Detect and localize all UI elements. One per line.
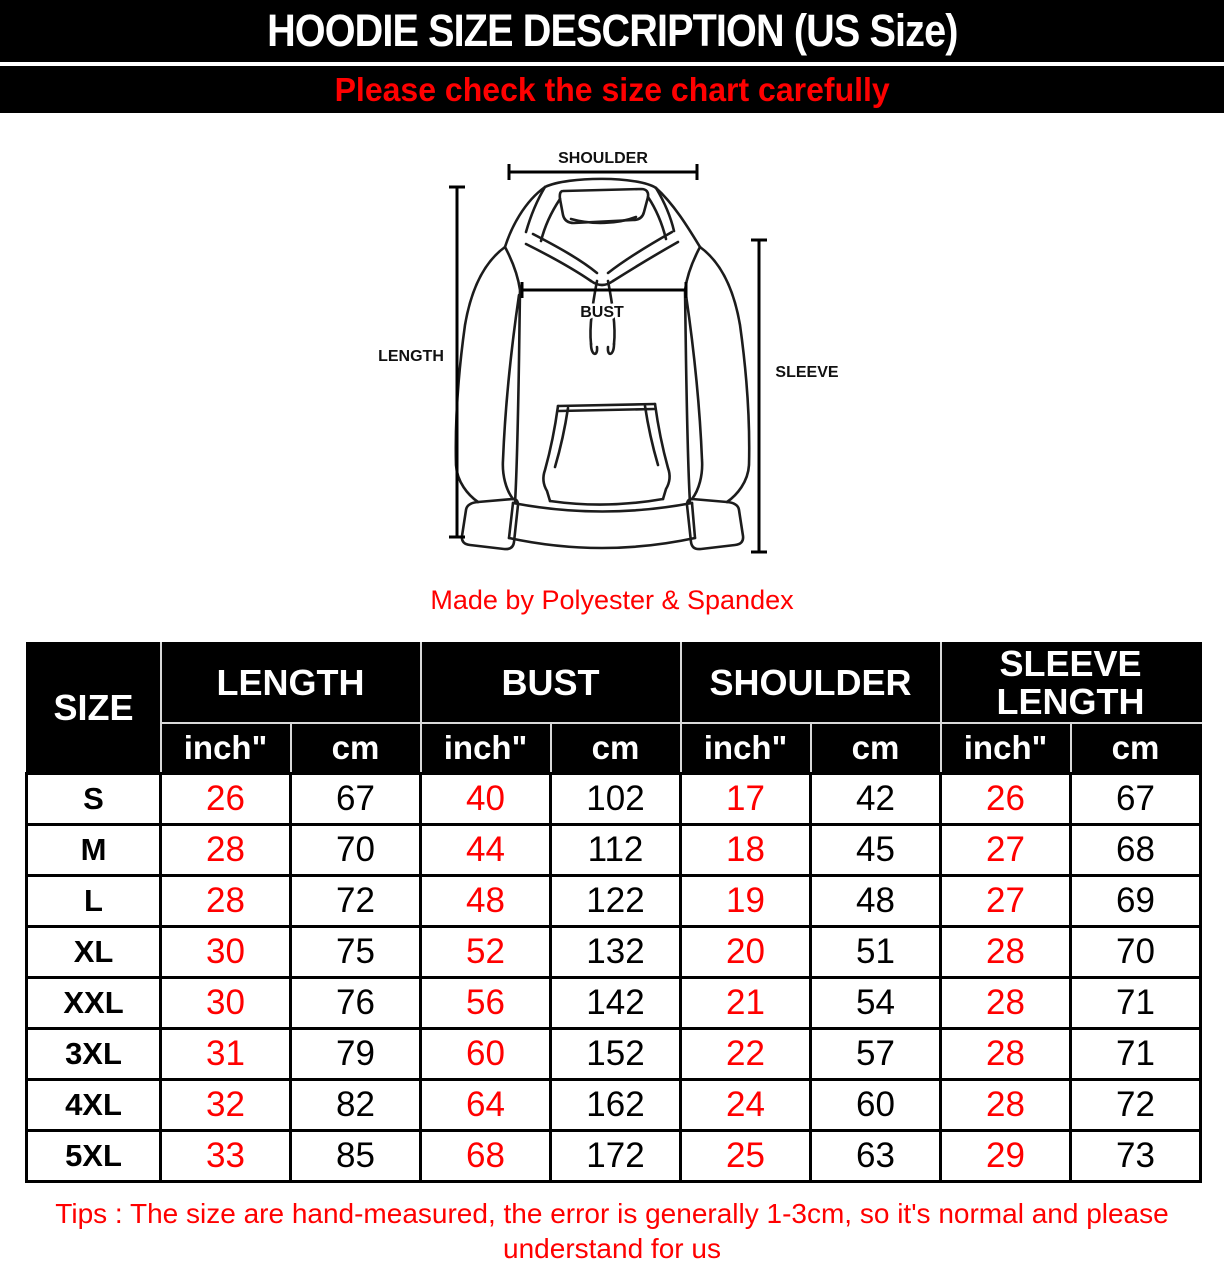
shoulder-inch-cell: 19 bbox=[681, 876, 811, 927]
bust-cm-cell: 172 bbox=[551, 1131, 681, 1182]
size-table-body bbox=[27, 774, 1201, 1182]
shoulder-inch-cell: 18 bbox=[681, 825, 811, 876]
size-label-cell: 3XL bbox=[27, 1029, 161, 1080]
length-cm-cell: 82 bbox=[291, 1080, 421, 1131]
size-label-cell: L bbox=[27, 876, 161, 927]
size-label-cell: XL bbox=[27, 927, 161, 978]
length-cm-cell: 79 bbox=[291, 1029, 421, 1080]
bust-inch-cell: 40 bbox=[421, 774, 551, 825]
length-inch-cell: 26 bbox=[161, 774, 291, 825]
unit-header-length-inch: inch" bbox=[161, 723, 291, 774]
bust-cm-cell: 122 bbox=[551, 876, 681, 927]
unit-header-sleeve-cm: cm bbox=[1071, 723, 1201, 774]
sleeve-cm-cell: 69 bbox=[1071, 876, 1201, 927]
bust-inch-cell: 60 bbox=[421, 1029, 551, 1080]
subtitle-text: Please check the size chart carefully bbox=[334, 70, 890, 108]
sleeve-inch-cell: 28 bbox=[941, 978, 1071, 1029]
length-inch-cell: 30 bbox=[161, 978, 291, 1029]
sleeve-inch-cell: 27 bbox=[941, 825, 1071, 876]
sleeve-inch-cell: 28 bbox=[941, 1029, 1071, 1080]
length-cm-cell: 70 bbox=[291, 825, 421, 876]
sleeve-inch-cell: 26 bbox=[941, 774, 1071, 825]
shoulder-inch-cell: 20 bbox=[681, 927, 811, 978]
length-cm-cell: 75 bbox=[291, 927, 421, 978]
col-header-size: SIZE bbox=[27, 643, 161, 774]
shoulder-cm-cell: 54 bbox=[811, 978, 941, 1029]
unit-header-bust-inch: inch" bbox=[421, 723, 551, 774]
size-label-cell: XXL bbox=[27, 978, 161, 1029]
shoulder-inch-cell: 17 bbox=[681, 774, 811, 825]
sleeve-cm-cell: 68 bbox=[1071, 825, 1201, 876]
table-row bbox=[27, 1029, 1201, 1080]
sleeve-cm-cell: 73 bbox=[1071, 1131, 1201, 1182]
size-table-header bbox=[27, 643, 1201, 774]
size-label-cell: 4XL bbox=[27, 1080, 161, 1131]
bust-cm-cell: 152 bbox=[551, 1029, 681, 1080]
length-cm-cell: 72 bbox=[291, 876, 421, 927]
title-bar bbox=[0, 0, 1224, 62]
tips-text bbox=[0, 1196, 1224, 1266]
unit-header-length-cm: cm bbox=[291, 723, 421, 774]
shoulder-cm-cell: 57 bbox=[811, 1029, 941, 1080]
tips-line-1: Tips : The size are hand-measured, the error is generally 1-3cm, so it's normal and please bbox=[55, 1198, 1169, 1229]
length-cm-cell: 67 bbox=[291, 774, 421, 825]
sleeve-cm-cell: 67 bbox=[1071, 774, 1201, 825]
bust-cm-cell: 112 bbox=[551, 825, 681, 876]
sleeve-inch-cell: 28 bbox=[941, 927, 1071, 978]
shoulder-inch-cell: 24 bbox=[681, 1080, 811, 1131]
unit-header-bust-cm: cm bbox=[551, 723, 681, 774]
table-row bbox=[27, 825, 1201, 876]
bust-cm-cell: 142 bbox=[551, 978, 681, 1029]
bust-cm-cell: 132 bbox=[551, 927, 681, 978]
shoulder-cm-cell: 63 bbox=[811, 1131, 941, 1182]
size-label-cell: M bbox=[27, 825, 161, 876]
sleeve-measure-line bbox=[751, 240, 767, 552]
shoulder-inch-cell: 25 bbox=[681, 1131, 811, 1182]
shoulder-inch-cell: 21 bbox=[681, 978, 811, 1029]
sleeve-inch-cell: 28 bbox=[941, 1080, 1071, 1131]
tips-line-2: understand for us bbox=[503, 1233, 721, 1264]
bust-inch-cell: 56 bbox=[421, 978, 551, 1029]
table-row bbox=[27, 927, 1201, 978]
bust-inch-cell: 44 bbox=[421, 825, 551, 876]
length-inch-cell: 33 bbox=[161, 1131, 291, 1182]
table-row bbox=[27, 876, 1201, 927]
sleeve-inch-cell: 29 bbox=[941, 1131, 1071, 1182]
size-table bbox=[25, 642, 1202, 1183]
page-title: HOODIE SIZE DESCRIPTION (US Size) bbox=[266, 5, 958, 56]
hoodie-diagram bbox=[0, 130, 1224, 585]
made-by-caption: Made by Polyester & Spandex bbox=[430, 585, 794, 615]
length-inch-cell: 31 bbox=[161, 1029, 291, 1080]
table-row bbox=[27, 978, 1201, 1029]
shoulder-cm-cell: 60 bbox=[811, 1080, 941, 1131]
length-inch-cell: 28 bbox=[161, 825, 291, 876]
size-label-cell: 5XL bbox=[27, 1131, 161, 1182]
table-row bbox=[27, 1131, 1201, 1182]
shoulder-cm-cell: 45 bbox=[811, 825, 941, 876]
table-row bbox=[27, 1080, 1201, 1131]
unit-header-sleeve-inch: inch" bbox=[941, 723, 1071, 774]
length-cm-cell: 76 bbox=[291, 978, 421, 1029]
shoulder-cm-cell: 48 bbox=[811, 876, 941, 927]
size-label-cell: S bbox=[27, 774, 161, 825]
shoulder-cm-cell: 42 bbox=[811, 774, 941, 825]
length-inch-cell: 32 bbox=[161, 1080, 291, 1131]
bust-inch-cell: 64 bbox=[421, 1080, 551, 1131]
col-header-shoulder: SHOULDER bbox=[681, 643, 941, 723]
hoodie-outline bbox=[456, 179, 749, 549]
col-header-bust: BUST bbox=[421, 643, 681, 723]
bust-cm-cell: 102 bbox=[551, 774, 681, 825]
shoulder-label: SHOULDER bbox=[558, 150, 648, 167]
table-row bbox=[27, 774, 1201, 825]
length-inch-cell: 28 bbox=[161, 876, 291, 927]
subtitle-bar bbox=[0, 66, 1224, 113]
col-header-sleeve-length: SLEEVE LENGTH bbox=[941, 643, 1201, 723]
sleeve-inch-cell: 27 bbox=[941, 876, 1071, 927]
bust-inch-cell: 48 bbox=[421, 876, 551, 927]
length-inch-cell: 30 bbox=[161, 927, 291, 978]
bust-label: BUST bbox=[580, 304, 624, 321]
sleeve-cm-cell: 70 bbox=[1071, 927, 1201, 978]
shoulder-inch-cell: 22 bbox=[681, 1029, 811, 1080]
shoulder-cm-cell: 51 bbox=[811, 927, 941, 978]
table-header-unit-row bbox=[27, 723, 1201, 774]
bust-cm-cell: 162 bbox=[551, 1080, 681, 1131]
sleeve-label: SLEEVE bbox=[775, 364, 839, 381]
length-cm-cell: 85 bbox=[291, 1131, 421, 1182]
col-header-length: LENGTH bbox=[161, 643, 421, 723]
table-header-group-row bbox=[27, 643, 1201, 723]
sleeve-cm-cell: 72 bbox=[1071, 1080, 1201, 1131]
length-label: LENGTH bbox=[378, 348, 444, 365]
unit-header-shoulder-cm: cm bbox=[811, 723, 941, 774]
sleeve-cm-cell: 71 bbox=[1071, 1029, 1201, 1080]
unit-header-shoulder-inch: inch" bbox=[681, 723, 811, 774]
bust-inch-cell: 68 bbox=[421, 1131, 551, 1182]
bust-inch-cell: 52 bbox=[421, 927, 551, 978]
sleeve-cm-cell: 71 bbox=[1071, 978, 1201, 1029]
